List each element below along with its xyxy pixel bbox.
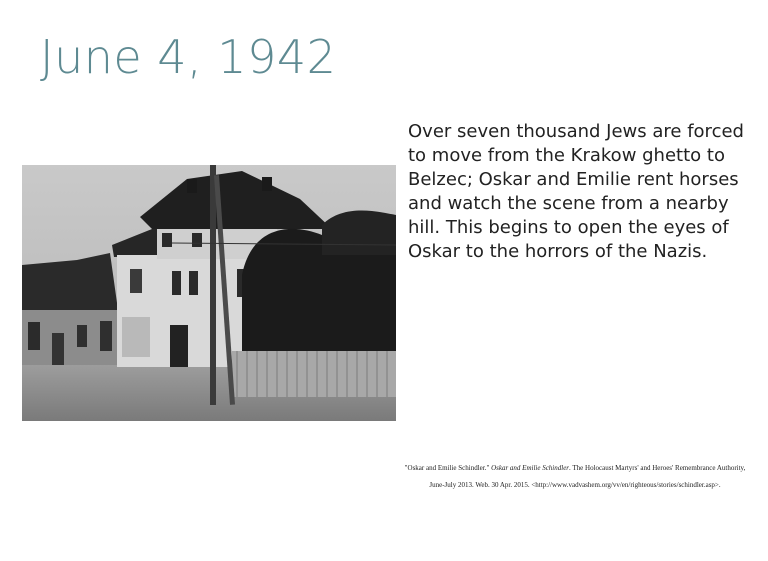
citation [400, 460, 750, 494]
citation-part1: "Oskar and Emilie Schindler." [404, 464, 492, 472]
slide-title: June 4, 1942 [40, 30, 337, 84]
citation-part2: . The Holocaust Martyrs' and Heroes' Remembrance Authority, June-July 2013. Web. 30 Apr. 2015. <http://www.vadvashem.org/vv/en/righteous/stories/schindler.asp>. [429, 464, 746, 489]
citation-italic-title: Oskar and Emilie Schindler [491, 464, 570, 472]
historic-photo [22, 165, 396, 421]
slide-body-text: Over seven thousand Jews are forced to move from the Krakow ghetto to Belzec; Oskar and Emilie rent horses and watch the scene from a nearby hill. This begins to open the eyes of Oskar to the horrors of the Nazis. [408, 121, 744, 262]
